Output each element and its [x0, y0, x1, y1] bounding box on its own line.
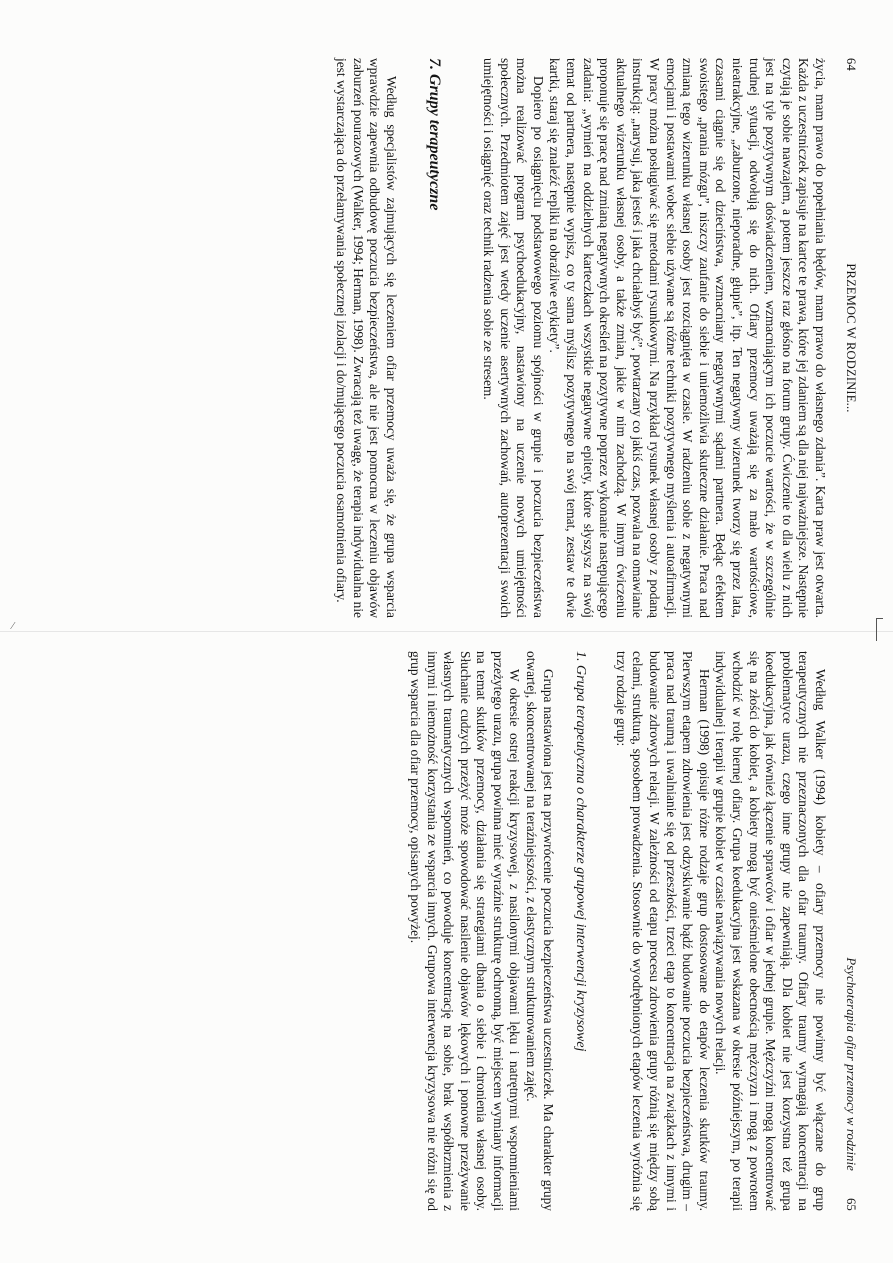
paragraph: W okresie ostrej reakcji kryzysowej, z nasilonymi objawami lęku i natrętnymi wspomnieniami przeżytego urazu, grupa powinna mieć wyraźnie strukturę ochronną, być miejscem wymiany informacji na temat skutków przemocy, działania się strategiami dbania o siebie i chronienia własnej osoby. Słuchanie cudzych przeżyć może spowodować nasilenie objawów lękowych i ponowne przeżywanie własnych traumatycznych wspomnień, co powoduje koncentrację na sobie, brak współbrzmienia z innymi i niemożność korzystania ze wsparcia innych. Grupowa interwencja kryzysowa nie różni się od grup wsparcia dla ofiar przemocy, opisanych powyżej.	[407, 651, 523, 1211]
fold-corner-mark	[876, 618, 883, 641]
running-head	[828, 651, 858, 1211]
paragraph: Grupa nastawiona jest na przywrócenie poczucia bezpieczeństwa uczestniczek. Ma charakter grupy otwartej, skoncentrowanej na teraźniejszości, z elastycznym strukturowaniem zajęć.	[524, 651, 556, 1211]
paragraph: Herman (1998) opisuje różne rodzaje grup dostosowane do etapów leczenia skutków traumy. Pierwszym etapem zdrowienia jest odzyskiwanie bądź budowanie poczucia bezpieczeństwa, drugim – praca nad traumą i uwalnianie się od przeszłości, trzeci etap to koncentracja na związkach z innymi i budowanie zdrowych relacji. W zależności od etapu procesu zdrowienia grupy różnią się między sobą celami, strukturą, sposobem prowadzenia. Stosownie do wyodrębnionych etapów leczenia wyróżnia się trzy rodzaje grup:	[613, 651, 712, 1211]
left-page	[43, 58, 858, 618]
section-heading: 7. Grupy terapeutyczne	[425, 58, 443, 211]
paragraph: Dopiero po osiągnięciu podstawowego poziomu spójności w grupie i poczucia bezpieczeństwa można realizować program psychoedukacyjny, nastawiony na uczenie nowych umiejętności społecznych. Przedmiotem zajęć jest wtedy uczenie asertywnych zachowań, autoprezentacji swoich umiejętności i osiągnięć oraz technik radzenia sobie ze stresem.	[481, 58, 546, 618]
left-page-body	[333, 58, 828, 618]
right-page-body	[406, 651, 828, 1211]
running-title: Psychoterapia ofiar przemocy w rodzinie	[844, 957, 858, 1171]
subsection-heading: 1. Grupa terapeutyczna o charakterze grupowej interwencji kryzysowej	[573, 651, 589, 1052]
paragraph: Według specjalistów zajmujących się leczeniem ofiar przemocy uważa się, że grupa wsparcia wprawdzie zapewnia odbudowę poczucia bezpieczeństwa, ale nie jest pomocna w leczeniu objawów zaburzeń pourazowych (Walker, 1994; Herman, 1998). Zwracają też uwagę, że terapia indywidualna nie jest wystarczająca do przełamywania społecznej izolacji i do/mującego poczucia osamotnienia ofiary.	[334, 58, 399, 618]
running-title: PRZEMOC W RODZINIE...	[844, 263, 858, 413]
page-number: 64	[844, 58, 858, 71]
page-number: 65	[844, 1198, 858, 1211]
running-head	[828, 58, 858, 618]
margin-mark: ⁄	[12, 621, 14, 632]
page-fold-line	[0, 631, 893, 632]
paragraph: życia, mam prawo do popełniania błędów, mam prawo do własnego zdania”. Karta praw jest otwarta. Każda z uczestniczek zapisuje na kartce te prawa, które jej zdaniem są dla niej najważniejsze. Następnie czytają je sobie nawzajem, a potem jeszcze raz głośno na forum grupy. Ćwiczenie to dla wielu z nich jest na tyle pozytywnym doświadczeniem, wzmacniającym ich poczucie wartości, że w szczególnie trudnej sytuacji, odwołują się do nich. Ofiary przemocy uważają się za mało wartościowe, nieatrakcyjne, „zaburzone, nieporadne, głupie”, itp. Ten negatywny wizerunek tworzy się przez lata, czasami ciągnie się od dzieciństwa, wzmacniany negatywnymi sądami partnera. Będąc efektem swoistego „prania mózgu”, niszczy zaufanie do siebie i uniemożliwia skuteczne działanie. Praca nad zmianą tego wizerunku własnej osoby jest rozciągnięta w czasie. W radzeniu sobie z negatywnymi emocjami i postawami wobec siebie używane są różne techniki pozytywnego myślenia i autoafirmacji. W pracy można posługiwać się metodami rysunkowymi. Na przykład rysunek własnej osoby z podaną instrukcją: „narysuj, jaka jesteś i jaka chciałabyś być”, powtarzany co jakiś czas, pozwala na omawianie aktualnego wizerunku własnej osoby, a także zmian, jakie w nim zachodzą. W innym ćwiczeniu proponuje się pracę nad zmianą negatywnych określeń na pozytywne poprzez wykonanie następującego zadania: „wymień na oddzielnych karteczkach wszystkie negatywne epitety, które słyszysz na swój temat od partnera, następnie wypisz, co ty sama myślisz pozytywnego na swój temat, zestaw te dwie kartki, staraj się znaleźć repliki na obraźliwe etykiety”.	[547, 58, 828, 618]
right-page	[43, 651, 858, 1211]
paragraph: Według Walker (1994) kobiety – ofiary przemocy nie powinny być włączane do grup terapeutycznych nie przeznaczonych dla ofiar traumy. Ofiary traumy wymagają koncentracji na problematyce urazu, czego inne grupy nie zapewniają. Dla kobiet nie jest korzystna też grupa koedukacyjna, jak również łączenie sprawców i ofiar w jednej grupie. Mężczyźni mogą koncentrować się na złości do kobiet, a kobiety mogą być onieśmielone obecnością mężczyzn i mogą z powrotem wchodzić w rolę biernej ofiary. Grupa koedukacyjna jest wskazana w okresie późniejszym, po terapii indywidualnej i terapii w grupie kobiet w czasie nawiązywania nowych relacji.	[713, 651, 828, 1211]
